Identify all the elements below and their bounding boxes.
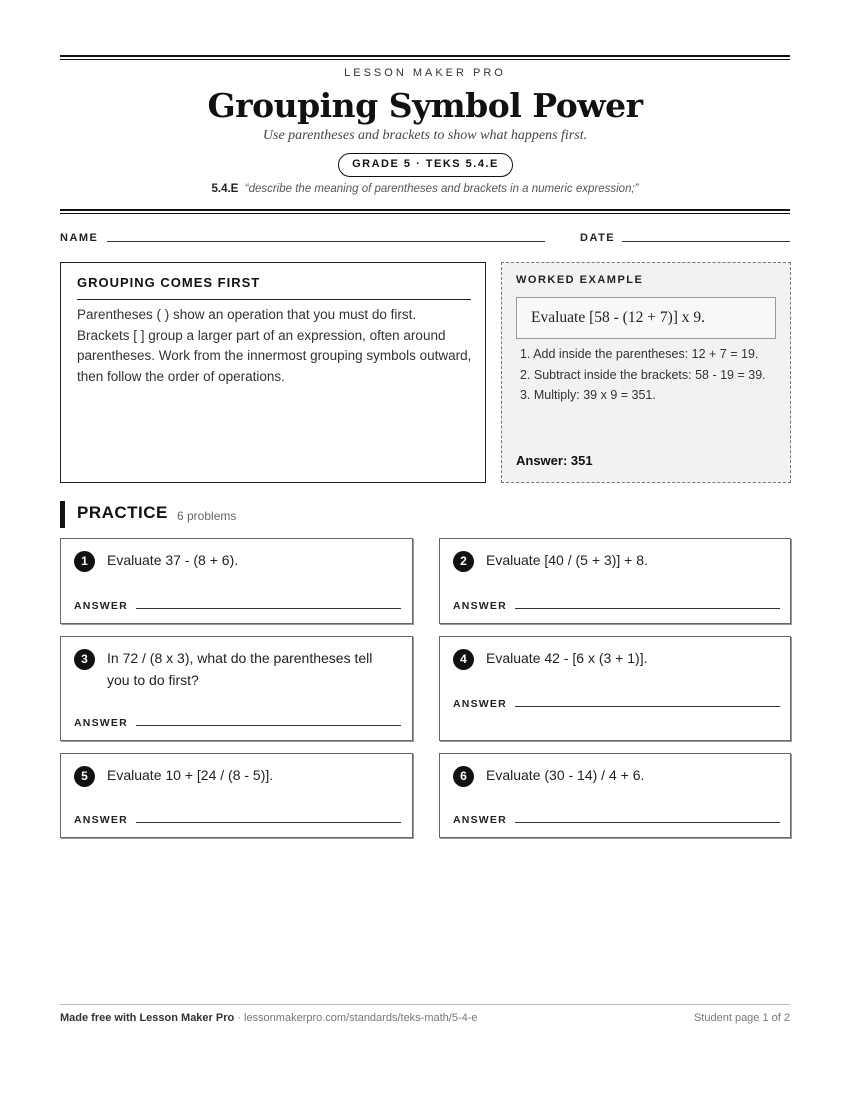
problem-number-badge: 3	[74, 649, 95, 670]
name-field-line[interactable]	[107, 241, 545, 242]
footer-made-with: Made free with Lesson Maker Pro	[60, 1012, 235, 1024]
footer-page-number: Student page 1 of 2	[693, 1012, 790, 1024]
practice-accent-bar	[60, 501, 65, 528]
worked-example-box	[501, 262, 791, 483]
answer-label: ANSWER	[74, 600, 128, 612]
answer-label: ANSWER	[74, 717, 128, 729]
problem-text: In 72 / (8 x 3), what do the parentheses tell you to do first?	[107, 650, 373, 688]
problem-card-2	[439, 538, 791, 624]
concept-body: Parentheses ( ) show an operation that you must do first. Brackets [ ] group a larger part of an expression, often around parentheses. Work from the innermost grouping symbols outward, then follow the order of operations.	[77, 307, 472, 384]
problem-card-6	[439, 753, 791, 838]
problem-number-badge: 4	[453, 649, 474, 670]
problem-text: Evaluate [40 / (5 + 3)] + 8.	[486, 552, 648, 568]
answer-line[interactable]	[515, 822, 780, 823]
standard-code: 5.4.E	[211, 183, 239, 195]
concept-box	[60, 262, 486, 483]
header-bottom-double-rule	[60, 209, 790, 214]
answer-line[interactable]	[136, 822, 401, 823]
grade-badge: GRADE 5 · TEKS 5.4.E	[338, 153, 513, 177]
problem-card-1	[60, 538, 413, 624]
worked-example-step: 3. Multiply: 39 x 9 = 351.	[520, 388, 656, 402]
problem-text: Evaluate 42 - [6 x (3 + 1)].	[486, 650, 648, 666]
brand-name: LESSON MAKER PRO	[344, 67, 506, 79]
answer-line[interactable]	[136, 725, 401, 726]
footer-url[interactable]: · lessonmakerpro.com/standards/teks-math/5-4-e	[234, 1012, 478, 1024]
footer-credit	[60, 1012, 478, 1024]
practice-title: PRACTICE	[77, 503, 168, 522]
worked-example-expression: Evaluate [58 - (12 + 7)] x 9.	[516, 297, 776, 339]
concept-heading: GROUPING COMES FIRST	[77, 275, 261, 290]
worksheet-subtitle: Use parentheses and brackets to show what happens first.	[262, 128, 588, 143]
worked-example-step: 1. Add inside the parentheses: 12 + 7 = 19.	[520, 347, 759, 361]
problem-number-badge: 5	[74, 766, 95, 787]
answer-label: ANSWER	[453, 600, 507, 612]
standard-line	[0, 183, 850, 195]
date-field-line[interactable]	[622, 241, 790, 242]
problem-text: Evaluate (30 - 14) / 4 + 6.	[486, 767, 645, 783]
worksheet-title: Grouping Symbol Power	[207, 86, 643, 125]
name-label: NAME	[60, 232, 99, 244]
problem-card-4	[439, 636, 791, 741]
answer-label: ANSWER	[74, 814, 128, 826]
problem-number-badge: 2	[453, 551, 474, 572]
worked-example-answer: Answer: 351	[516, 453, 593, 468]
worked-example-heading: WORKED EXAMPLE	[516, 274, 644, 286]
concept-divider	[77, 299, 471, 300]
problem-number-badge: 6	[453, 766, 474, 787]
answer-label: ANSWER	[453, 814, 507, 826]
problem-text: Evaluate 37 - (8 + 6).	[107, 552, 239, 568]
top-double-rule	[60, 55, 790, 60]
worked-example-step: 2. Subtract inside the brackets: 58 - 19 = 39.	[520, 367, 766, 382]
worked-example-steps	[520, 345, 770, 407]
problem-text: Evaluate 10 + [24 / (8 - 5)].	[107, 767, 274, 783]
answer-label: ANSWER	[453, 698, 507, 710]
problem-card-3	[60, 636, 413, 741]
problem-number-badge: 1	[74, 551, 95, 572]
answer-line[interactable]	[515, 706, 780, 707]
date-label: DATE	[580, 232, 616, 244]
answer-line[interactable]	[515, 608, 780, 609]
footer-rule	[60, 1004, 790, 1005]
answer-line[interactable]	[136, 608, 401, 609]
practice-count: 6 problems	[177, 509, 237, 523]
standard-text: “describe the meaning of parentheses and brackets in a numeric expression;”	[244, 183, 639, 195]
problem-card-5	[60, 753, 413, 838]
